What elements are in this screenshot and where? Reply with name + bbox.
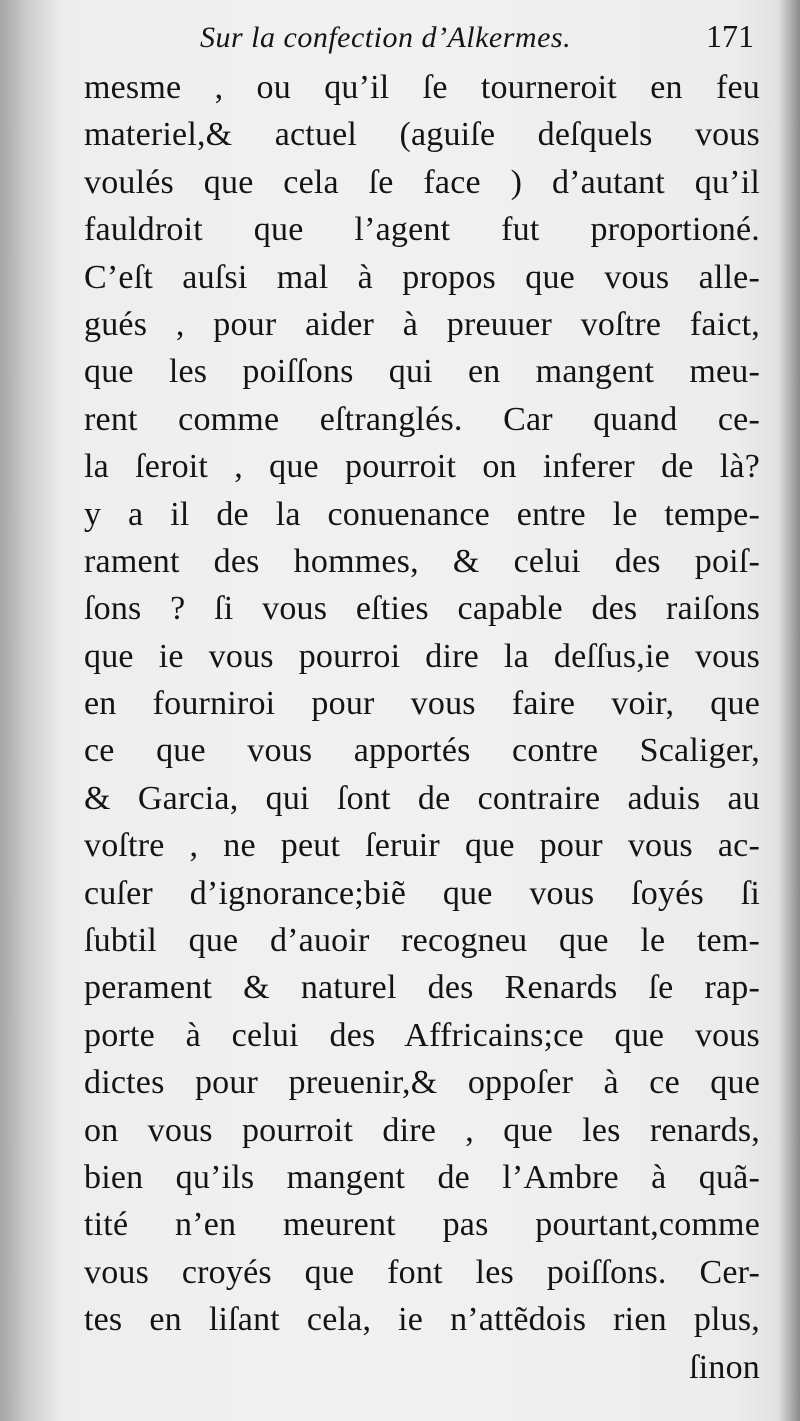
text-line: que les poiſſons qui en mangent meu- (84, 353, 760, 391)
text-line: ſons ? ſi vous eſties capable des raiſons (84, 590, 760, 628)
text-line: voulés que cela ſe face ) d’autant qu’il (84, 163, 760, 201)
catchword: ſinon (689, 1348, 760, 1386)
running-head (200, 18, 760, 60)
text-line: que ie vous pourroi dire la deſſus,ie vous (84, 637, 760, 675)
text-line: gués , pour aider à preuuer voſtre faict, (84, 305, 760, 343)
text-line: materiel,& actuel (aguiſe deſquels vous (84, 116, 760, 154)
text-line: rament des hommes, & celui des poiſ- (84, 542, 760, 580)
running-title: Sur la confection d’Alkermes. (200, 21, 572, 54)
text-line: la ſeroit , que pourroit on inferer de là? (84, 448, 760, 486)
text-line: tité n’en meurent pas pourtant,comme (84, 1206, 760, 1244)
text-line: cuſer d’ignorance;biẽ que vous ſoyés ſi (84, 874, 760, 912)
text-line: en fourniroi pour vous faire voir, que (84, 685, 760, 723)
text-line: tes en liſant cela, ie n’attẽdois rien plus, (84, 1301, 760, 1339)
text-line: on vous pourroit dire , que les renards, (84, 1111, 760, 1149)
text-line: perament & naturel des Renards ſe rap- (84, 969, 760, 1007)
text-line: voſtre , ne peut ſeruir que pour vous ac- (84, 827, 760, 865)
text-line: & Garcia, qui ſont de contraire aduis au (84, 779, 760, 817)
text-line: dictes pour preuenir,& oppoſer à ce que (84, 1064, 760, 1102)
text-line: ſubtil que d’auoir recogneu que le tem- (84, 922, 760, 960)
text-line: vous croyés que font les poiſſons. Cer- (84, 1253, 760, 1291)
body-text (84, 64, 760, 1391)
gutter-shadow (0, 0, 60, 1421)
text-line: fauldroit que l’agent fut proportioné. (84, 211, 760, 249)
page-edge-shadow (778, 0, 800, 1421)
text-line: y a il de la conuenance entre le tempe- (84, 495, 760, 533)
text-line: C’eſt auſsi mal à propos que vous alle- (84, 258, 760, 296)
page-number: 171 (706, 18, 754, 54)
text-line: ce que vous apportés contre Scaliger, (84, 732, 760, 770)
text-line: mesme , ou qu’il ſe tourneroit en feu (84, 69, 760, 106)
text-line: rent comme eſtranglés. Car quand ce- (84, 400, 760, 438)
text-line: porte à celui des Affricains;ce que vous (84, 1016, 760, 1054)
text-line: bien qu’ils mangent de l’Ambre à quã- (84, 1158, 760, 1196)
